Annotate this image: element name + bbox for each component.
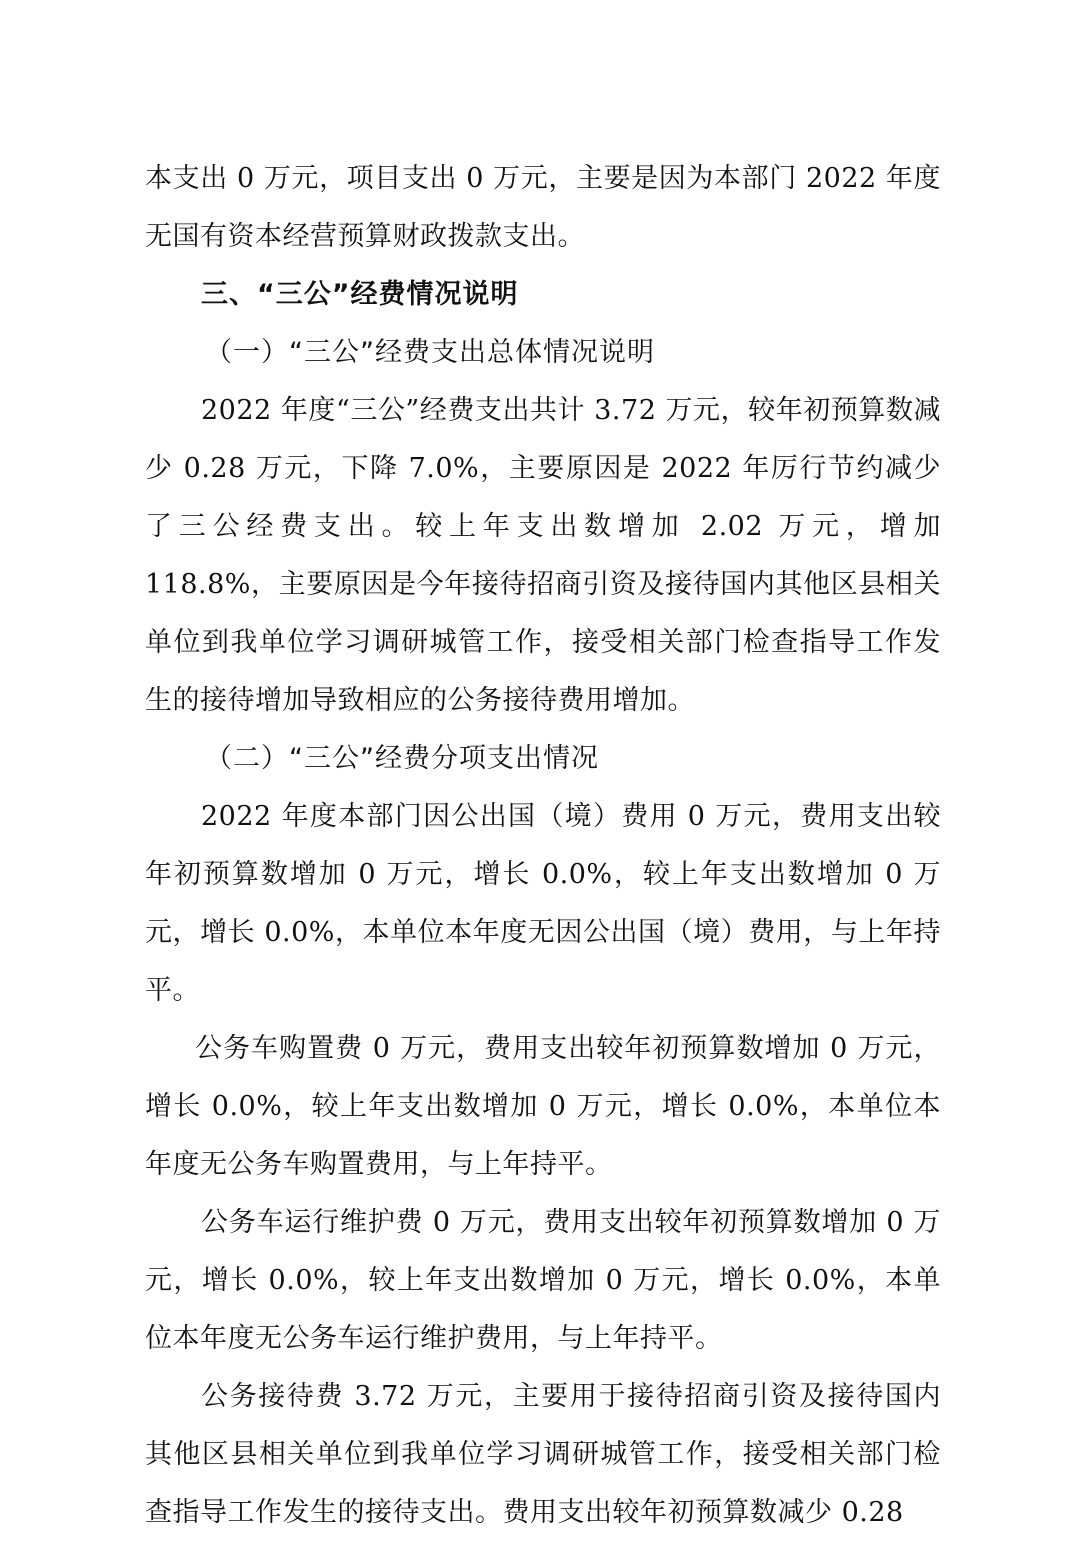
paragraph-vehicle-operation: 公务车运行维护费 0 万元，费用支出较年初预算数增加 0 万元，增长 0.0%，较上年支出数增加 0 万元，增长 0.0%，本单位本年度无公务车运行维护费用，与上年持平。 [145, 1207, 941, 1354]
paragraph-continuation: 本支出 0 万元，项目支出 0 万元，主要是因为本部门 2022 年度无国有资本经营预算财政拨款支出。 [145, 163, 941, 252]
paragraph-reception-expenses: 公务接待费 3.72 万元，主要用于接待招商引资及接待国内其他区县相关单位到我单位学习调研城管工作，接受相关部门检查指导工作发生的接待支出。费用支出较年初预算数减少 0.28 [145, 1381, 941, 1528]
subsection-two-heading: （二）“三公”经费分项支出情况 [205, 743, 599, 774]
paragraph-vehicle-purchase: 公务车购置费 0 万元，费用支出较年初预算数增加 0 万元，增长 0.0%，较上年支出数增加 0 万元，增长 0.0%，本单位本年度无公务车购置费用，与上年持平。 [145, 1033, 941, 1180]
document-page [145, 150, 941, 1542]
section-three-heading: 三、“三公”经费情况说明 [201, 279, 519, 310]
paragraph-overall-expenditure: 2022 年度“三公”经费支出共计 3.72 万元，较年初预算数减少 0.28 万元，下降 7.0%，主要原因是 2022 年厉行节约减少了三公经费支出。较上年支出数增加 2.02 万元，增加 118.8%，主要原因是今年接待招商引资及接待国内其他区县相关单位到我单位学习调研城管工作，接受相关部门检查指导工作发生的接待增加导致相应的公务接待费用增加。 [145, 395, 941, 716]
subsection-one-heading: （一）“三公”经费支出总体情况说明 [205, 337, 655, 368]
paragraph-abroad-expenses: 2022 年度本部门因公出国（境）费用 0 万元，费用支出较年初预算数增加 0 万元，增长 0.0%，较上年支出数增加 0 万元，增长 0.0%，本单位本年度无因公出国（境）费用，与上年持平。 [145, 801, 941, 1006]
